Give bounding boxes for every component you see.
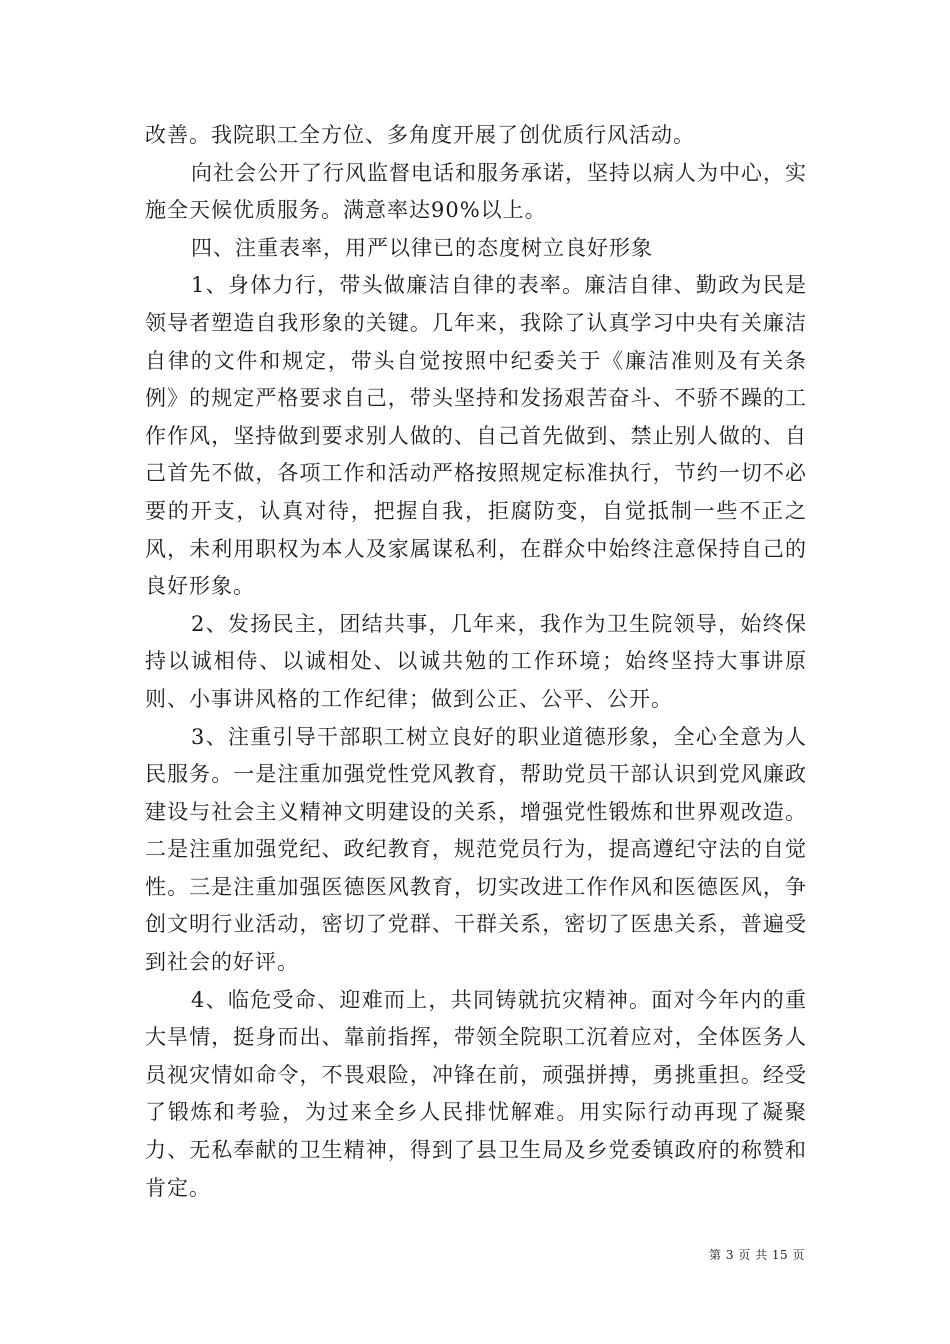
paragraph-item-3: 3、注重引导干部职工树立良好的职业道德形象，全心全意为人民服务。一是注重加强党性党风教育，帮助党员干部认识到党风廉政建设与社会主义精神文明建设的关系，增强党性锻炼和世界观改造。二是注重加强党纪、政纪教育，规范党员行为，提高遵纪守法的自觉性。三是注重加强医德医风教育，切实改进工作作风和医德医风，争创文明行业活动，密切了党群、干群关系，密切了医患关系，普遍受到社会的好评。: [145, 724, 807, 975]
section-heading-4: 四、注重表率，用严以律已的态度树立良好形象: [191, 235, 653, 260]
paragraph-item-1: 1、身体力行，带头做廉洁自律的表率。廉洁自律、勤政为民是领导者塑造自我形象的关键。几年来，我除了认真学习中央有关廉洁自律的文件和规定，带头自觉按照中纪委关于《廉洁准则及有关条例》的规定严格要求自己，带头坚持和发扬艰苦奋斗、不骄不躁的工作作风，坚持做到要求别人做的、自己首先做到、禁止别人做的、自己首先不做，各项工作和活动严格按照规定标准执行，节约一切不必要的开支，认真对待，把握自我，拒腐防变，自觉抵制一些不正之风，未利用职权为本人及家属谋私利，在群众中始终注意保持自己的良好形象。: [145, 273, 807, 599]
paragraph-1: 改善。我院职工全方位、多角度开展了创优质行风活动。: [145, 123, 695, 147]
paragraph-2: 向社会公开了行风监督电话和服务承诺，坚持以病人为中心，实施全天候优质服务。满意率达90%以上。: [145, 160, 807, 223]
paragraph-item-4: 4、临危受命、迎难而上，共同铸就抗灾精神。面对今年内的重大旱情，挺身而出、靠前指挥，带领全院职工沉着应对，全体医务人员视灾情如命令，不畏艰险，冲锋在前，顽强拼搏，勇挑重担。经受了锻炼和考验，为过来全乡人民排忧解难。用实际行动再现了凝聚力、无私奉献的卫生精神，得到了县卫生局及乡党委镇政府的称赞和肯定。: [145, 987, 807, 1200]
page-number-footer: 第 3 页 共 15 页: [709, 1248, 805, 1262]
document-body: [145, 117, 807, 1207]
paragraph-item-2: 2、发扬民主，团结共事，几年来，我作为卫生院领导，始终保持以诚相侍、以诚相处、以诚共勉的工作环境；始终坚持大事讲原则、小事讲风格的工作纪律；做到公正、公平、公开。: [145, 611, 807, 711]
